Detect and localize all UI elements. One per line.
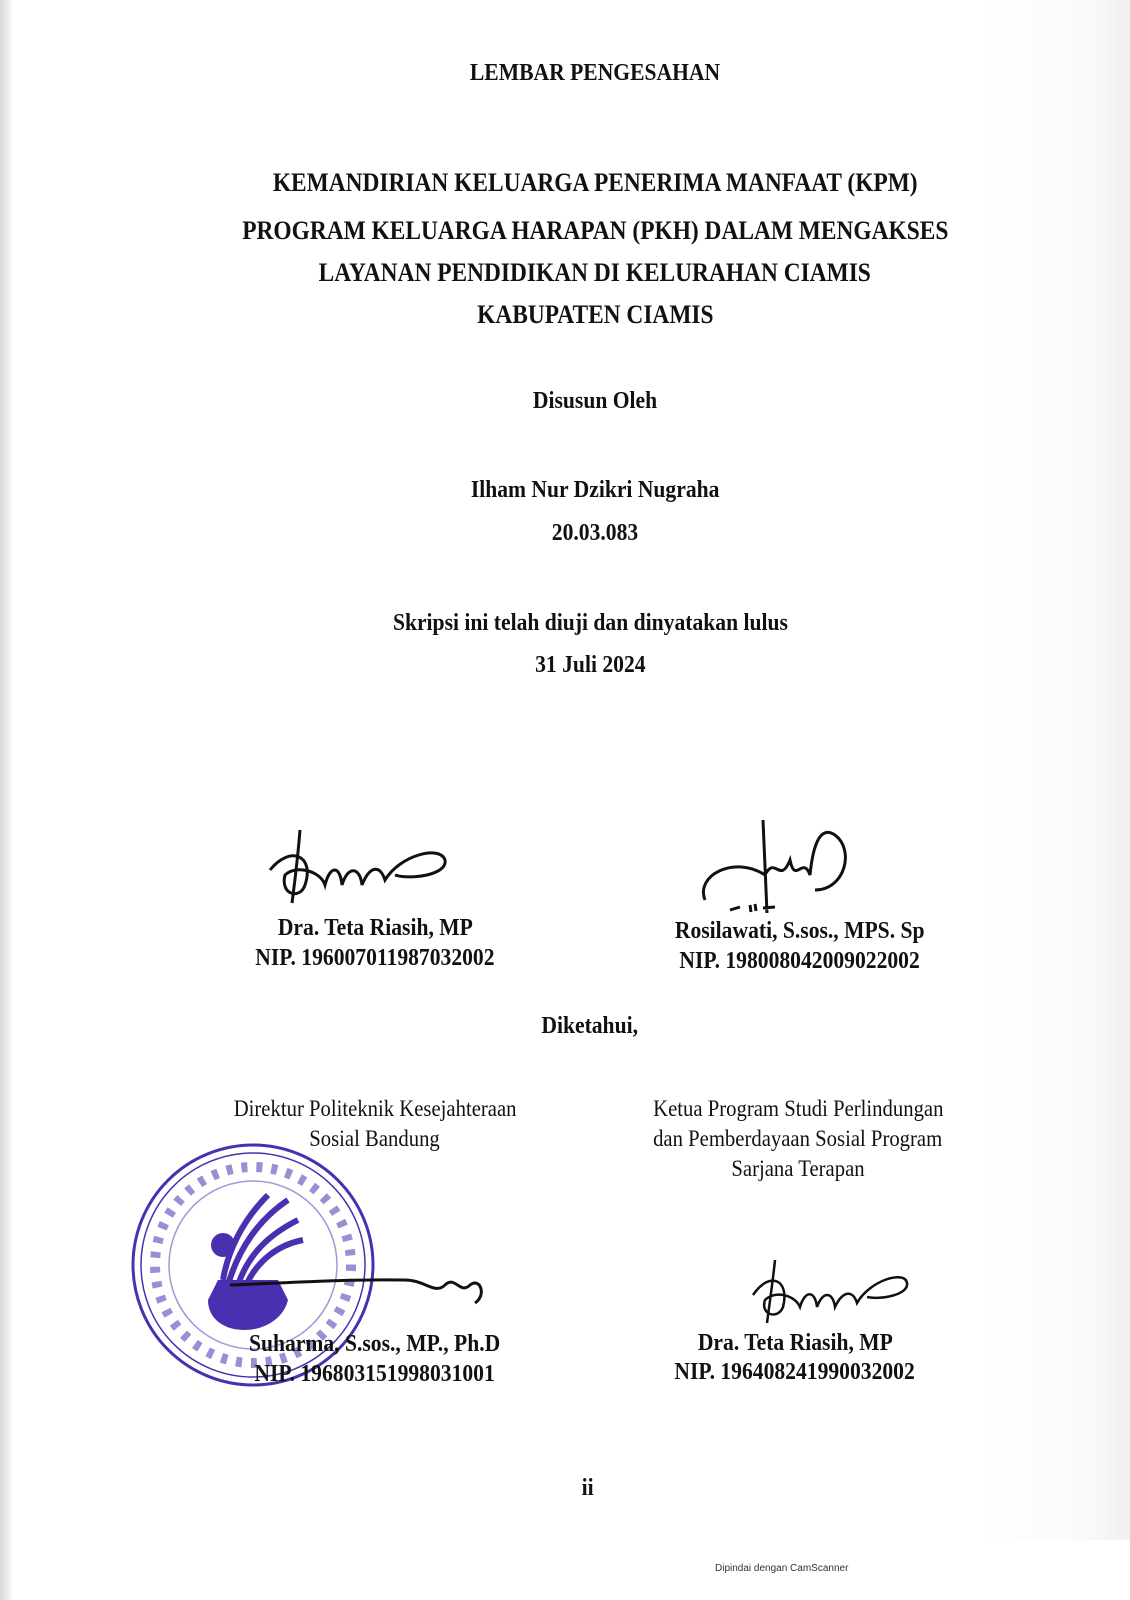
author-name: Ilham Nur Dzikri Nugraha — [470, 477, 720, 503]
signature-program-head — [745, 1255, 915, 1325]
official-2-position: dan Pemberdayaan Sosial Program — [653, 1126, 943, 1151]
author-nim: 20.03.083 — [551, 520, 639, 546]
official-2-position: Ketua Program Studi Perlindungan — [652, 1096, 944, 1121]
official-1-nip: NIP. 196803151998031001 — [254, 1361, 496, 1387]
acknowledged-label: Diketahui, — [541, 1013, 639, 1039]
official-2-name: Dra. Teta Riasih, MP — [697, 1330, 893, 1356]
signature-supervisor-1 — [260, 825, 450, 905]
signature-supervisor-2 — [695, 815, 865, 915]
authored-by-label: Disusun Oleh — [532, 388, 658, 414]
official-1-position: Direktur Politeknik Kesejahteraan — [233, 1096, 517, 1121]
scanner-footer: Dipindai dengan CamScanner — [715, 1563, 849, 1574]
page-number: ii — [581, 1475, 594, 1501]
approval-date: 31 Juli 2024 — [534, 652, 646, 678]
supervisor-1-name: Dra. Teta Riasih, MP — [277, 915, 473, 941]
approval-statement: Skripsi ini telah diuji dan dinyatakan lulus — [392, 610, 788, 636]
official-2-position: Sarjana Terapan — [731, 1156, 865, 1181]
thesis-title-line: PROGRAM KELUARGA HARAPAN (PKH) DALAM MENGAKSES — [241, 216, 949, 245]
official-1-name: Suharma, S.sos., MP., Ph.D — [249, 1331, 501, 1357]
supervisor-2-nip: NIP. 198008042009022002 — [679, 948, 921, 974]
thesis-title-line: LAYANAN PENDIDIKAN DI KELURAHAN CIAMIS — [318, 258, 872, 287]
signature-director — [225, 1265, 495, 1315]
page-heading: LEMBAR PENGESAHAN — [469, 60, 721, 86]
thesis-title-line: KABUPATEN CIAMIS — [476, 300, 714, 329]
supervisor-2-name: Rosilawati, S.sos., MPS. Sp — [675, 918, 925, 944]
official-2-nip: NIP. 196408241990032002 — [674, 1359, 916, 1385]
thesis-title-line: KEMANDIRIAN KELUARGA PENERIMA MANFAAT (KPM) — [272, 168, 918, 197]
supervisor-1-nip: NIP. 196007011987032002 — [255, 945, 495, 971]
official-1-position: Sosial Bandung — [309, 1126, 441, 1151]
